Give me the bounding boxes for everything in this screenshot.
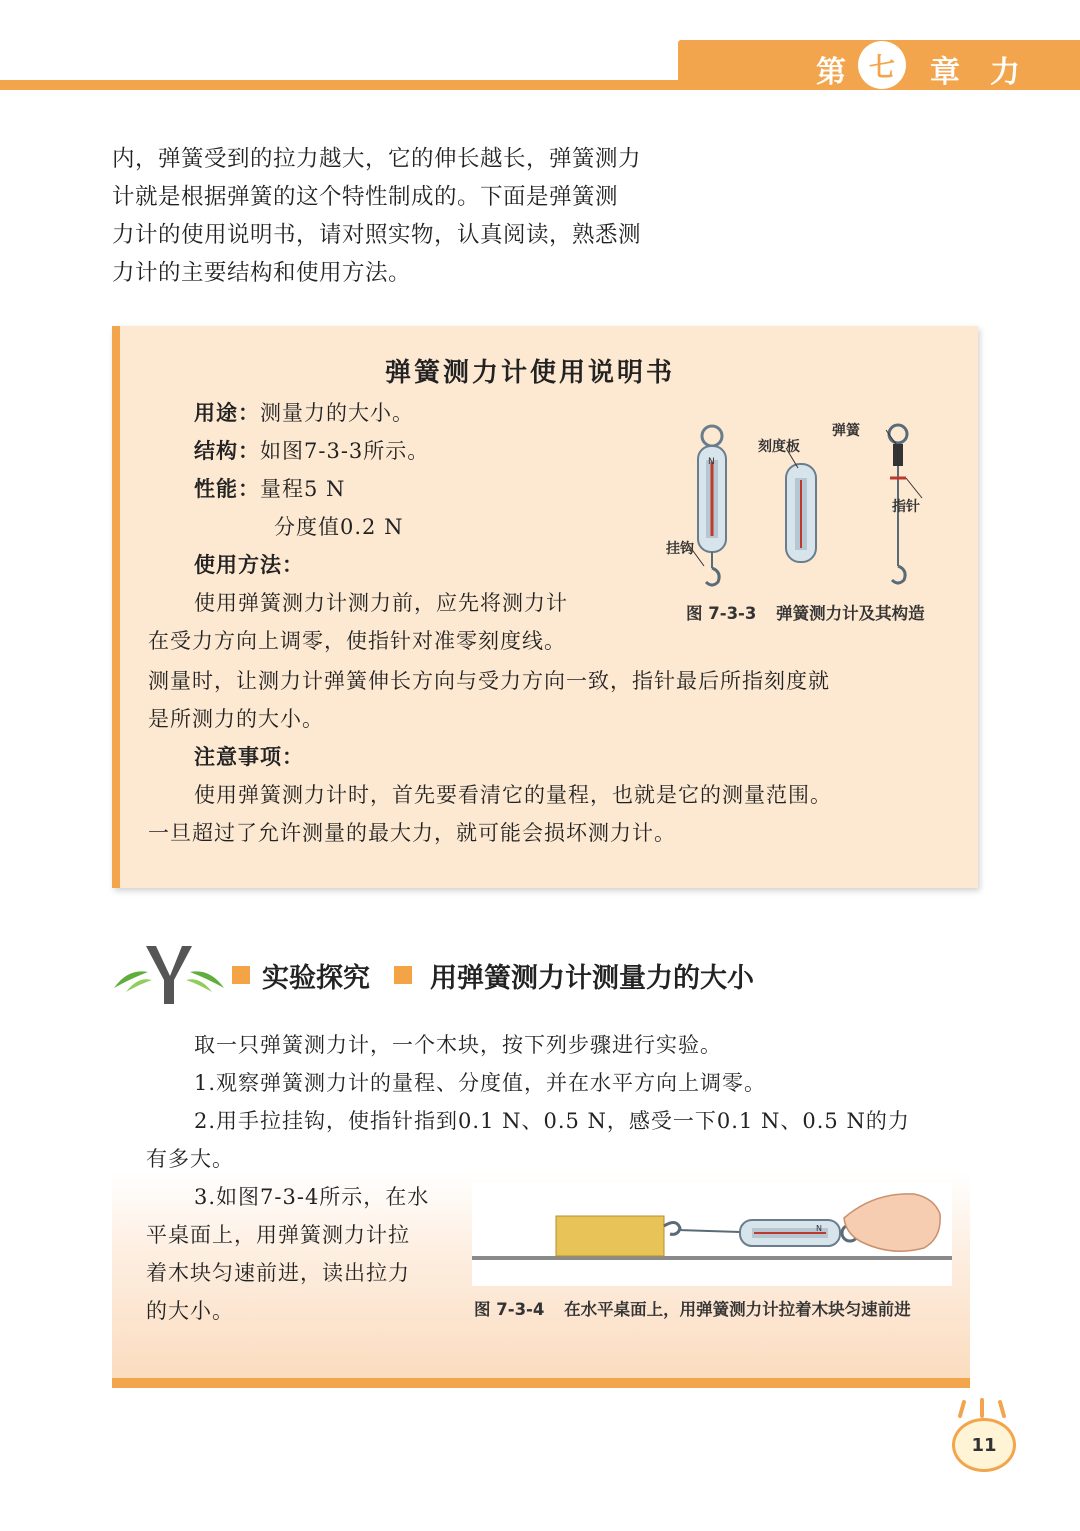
range-text: 量程5 N	[260, 477, 346, 501]
structure-label: 结构：	[194, 439, 260, 463]
method-line: 使用弹簧测力计测力前，应先将测力计	[194, 591, 568, 615]
experiment-step-2: 2.用手拉挂钩，使指针指到0.1 N、0.5 N，感受一下0.1 N、0.5 N的力	[194, 1109, 910, 1133]
manual-title: 弹簧测力计使用说明书	[385, 358, 676, 388]
chapter-tab	[678, 40, 1080, 90]
usage-label: 用途：	[194, 401, 260, 425]
usage-row	[194, 398, 414, 428]
unit-label: N	[708, 457, 715, 467]
experiment-step-2-cont: 有多大。	[146, 1147, 234, 1171]
figure-7-3-4-caption	[474, 1296, 911, 1320]
experiment-step-3-cont: 着木块匀速前进，读出拉力	[146, 1261, 410, 1285]
experiment-header	[112, 940, 812, 1004]
wooden-block-icon	[556, 1216, 664, 1256]
performance-row	[194, 474, 345, 504]
manual-box	[112, 326, 978, 888]
bottom-rule	[112, 1378, 970, 1388]
figure-7-3-3-caption	[686, 600, 925, 624]
method-line: 是所测力的大小。	[148, 707, 324, 731]
label-spring: 弹簧	[832, 423, 860, 439]
label-scale-plate: 刻度板	[758, 439, 800, 455]
experiment-title: 用弹簧测力计测量力的大小	[430, 963, 754, 994]
caption-text: 在水平桌面上，用弹簧测力计拉着木块匀速前进	[564, 1300, 911, 1319]
chapter-number-badge	[858, 41, 906, 89]
chapter-number: 七	[868, 52, 895, 83]
tag-square-icon	[232, 966, 250, 984]
label-pointer: 指针	[892, 499, 920, 515]
caption-id: 图 7-3-4	[474, 1300, 545, 1319]
page-number: 11	[952, 1418, 1016, 1472]
notes-line: 使用弹簧测力计时，首先要看清它的量程，也就是它的测量范围。	[194, 783, 832, 807]
caption-id: 图 7-3-3	[686, 604, 757, 623]
division-text: 分度值0.2 N	[274, 515, 404, 539]
method-line: 测量时，让测力计弹簧伸长方向与受力方向一致，指针最后所指刻度就	[148, 669, 830, 693]
chapter-prefix: 第	[816, 55, 846, 90]
experiment-step-3-cont: 的大小。	[146, 1299, 234, 1323]
intro-line: 计就是根据弹簧的这个特性制成的。下面是弹簧测	[112, 184, 619, 210]
method-line: 在受力方向上调零，使指针对准零刻度线。	[148, 629, 566, 653]
experiment-tag: 实验探究	[262, 963, 370, 994]
pulling-block-figure	[472, 1182, 952, 1286]
caption-text: 弹簧测力计及其构造	[776, 604, 925, 623]
scale-plate-icon	[786, 448, 816, 562]
intro-paragraph	[112, 140, 692, 292]
chapter-suffix: 章	[930, 55, 960, 90]
method-label: 使用方法：	[194, 553, 304, 577]
intro-line: 内，弹簧受到的拉力越大，它的伸长越长，弹簧测力	[112, 146, 642, 172]
label-hook: 挂钩	[666, 541, 694, 557]
sprout-icon	[112, 940, 228, 1006]
experiment-step-3: 3.如图7-3-4所示，在水	[194, 1185, 430, 1209]
intro-line: 力计的主要结构和使用方法。	[112, 260, 412, 286]
usage-text: 测量力的大小。	[260, 401, 414, 425]
intro-line: 力计的使用说明书，请对照实物，认真阅读，熟悉测	[112, 222, 642, 248]
experiment-step-1: 1.观察弹簧测力计的量程、分度值，并在水平方向上调零。	[194, 1071, 767, 1095]
tag-square-icon	[394, 966, 412, 984]
spring-scale-front-icon	[688, 426, 726, 585]
performance-label: 性能：	[194, 477, 260, 501]
experiment-intro: 取一只弹簧测力计，一个木块，按下列步骤进行实验。	[194, 1033, 722, 1057]
notes-line: 一旦超过了允许测量的最大力，就可能会损坏测力计。	[148, 821, 676, 845]
structure-row	[194, 436, 429, 466]
sprout-rays-icon	[950, 1398, 1014, 1420]
experiment-step-3-cont: 平桌面上，用弹簧测力计拉	[146, 1223, 410, 1247]
table-surface-icon	[472, 1256, 952, 1260]
unit-label: N	[816, 1224, 822, 1233]
chapter-title: 力	[990, 55, 1020, 90]
structure-text: 如图7-3-3所示。	[260, 439, 430, 463]
notes-label: 注意事项：	[194, 745, 304, 769]
